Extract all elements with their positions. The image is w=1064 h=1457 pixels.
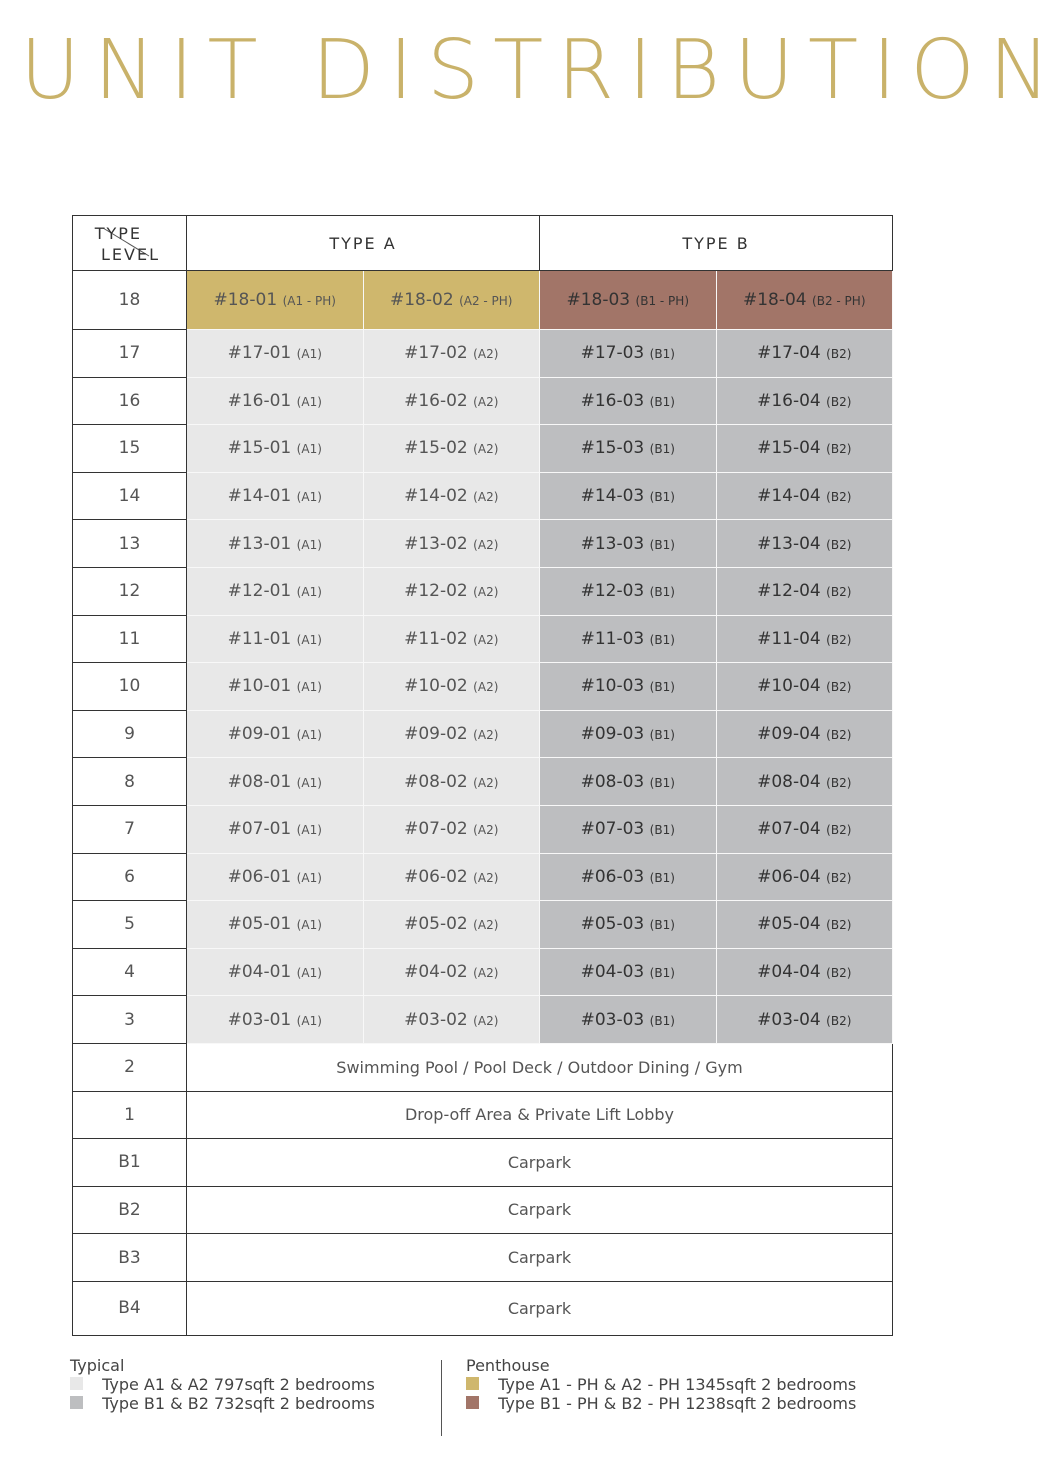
unit-type: (A1 - PH) (282, 294, 336, 308)
unit-number: #05-03 (580, 914, 645, 935)
unit-cell (716, 567, 893, 615)
unit-cell (540, 425, 717, 473)
unit-cell (363, 758, 540, 806)
unit-type: (B1) (649, 966, 675, 981)
unit-type: (A2) (473, 680, 499, 695)
unit-cell (187, 377, 364, 425)
unit-number: #13-02 (404, 533, 468, 554)
legend-bedrooms: 2 bedrooms (761, 1375, 857, 1394)
table-row (73, 425, 893, 473)
unit-number: #04-04 (757, 962, 821, 983)
unit-number: #10-02 (404, 676, 468, 697)
level-cell: 1 (73, 1091, 187, 1139)
unit-number: #11-03 (580, 628, 645, 649)
level-cell: 3 (73, 996, 187, 1044)
unit-type: (B1) (649, 823, 675, 838)
unit-cell (363, 948, 540, 996)
unit-cell (187, 901, 364, 949)
unit-number: #18-01 (213, 290, 278, 310)
level-cell: 4 (73, 948, 187, 996)
legend-typical-heading: Typical (70, 1356, 125, 1375)
corner-type-label: TYPE (94, 224, 142, 243)
unit-type: (B2) (826, 728, 852, 743)
unit-type: (A1) (296, 823, 322, 838)
unit-cell (716, 710, 893, 758)
unit-cell (716, 271, 893, 330)
unit-type: (B1 - PH) (635, 294, 689, 308)
unit-type: (A2) (473, 394, 499, 409)
unit-type: (B2) (826, 680, 852, 695)
unit-type: (A1) (296, 394, 322, 409)
unit-cell (363, 615, 540, 663)
unit-type: (B2) (826, 823, 852, 838)
unit-cell (363, 663, 540, 711)
unit-type: (B1) (649, 537, 675, 552)
unit-cell (363, 710, 540, 758)
unit-type: (A2) (473, 728, 499, 743)
unit-cell (187, 710, 364, 758)
unit-type: (B2) (826, 918, 852, 933)
unit-type: (B2) (826, 1013, 852, 1028)
unit-cell (716, 805, 893, 853)
level-cell: 18 (73, 271, 187, 330)
unit-type: (B1) (649, 347, 675, 362)
unit-cell (540, 377, 717, 425)
legend-penthouse-heading: Penthouse (466, 1356, 550, 1375)
legend-bedrooms: 2 bedrooms (761, 1394, 857, 1413)
unit-type: (A2) (473, 1013, 499, 1028)
unit-number: #18-03 (566, 290, 631, 310)
unit-type: (B2) (826, 775, 852, 790)
unit-type: (A1) (296, 537, 322, 552)
unit-type: (A1) (296, 1013, 322, 1028)
unit-cell (187, 520, 364, 568)
table-row (73, 330, 893, 378)
unit-number: #07-03 (580, 819, 645, 840)
legend-item (70, 1394, 375, 1413)
header-row (73, 216, 893, 271)
unit-number: #18-04 (742, 290, 807, 310)
unit-cell (187, 425, 364, 473)
unit-type: (B1) (649, 728, 675, 743)
unit-type: (A2) (473, 775, 499, 790)
unit-number: #14-03 (580, 486, 645, 507)
table-row (73, 710, 893, 758)
unit-number: #16-02 (404, 390, 468, 411)
unit-cell (716, 853, 893, 901)
unit-type: (A1) (296, 775, 322, 790)
unit-number: #10-03 (580, 676, 645, 697)
unit-cell (540, 805, 717, 853)
unit-cell (716, 901, 893, 949)
unit-type: (A1) (296, 490, 322, 505)
unit-number: #03-04 (757, 1009, 821, 1030)
unit-cell (540, 271, 717, 330)
unit-number: #16-04 (757, 390, 821, 411)
unit-number: #09-03 (580, 724, 645, 745)
unit-type: (A1) (296, 728, 322, 743)
table-row (73, 853, 893, 901)
swatch-penthouse-a (466, 1377, 479, 1390)
level-cell: 8 (73, 758, 187, 806)
unit-type: (A2 - PH) (459, 294, 513, 308)
table-row (73, 271, 893, 330)
legend-item (466, 1394, 856, 1413)
unit-number: #04-02 (404, 962, 468, 983)
unit-type: (B2 - PH) (812, 294, 866, 308)
level-cell: B3 (73, 1234, 187, 1282)
unit-type: (A2) (473, 442, 499, 457)
table-row (73, 901, 893, 949)
unit-type: (B1) (649, 918, 675, 933)
unit-type: (A2) (473, 823, 499, 838)
level-cell: 7 (73, 805, 187, 853)
unit-type: (B1) (649, 442, 675, 457)
unit-cell (540, 996, 717, 1044)
unit-cell (363, 901, 540, 949)
unit-number: #16-03 (580, 390, 645, 411)
level-cell: B4 (73, 1281, 187, 1335)
unit-cell (540, 520, 717, 568)
unit-number: #11-01 (227, 628, 292, 649)
unit-distribution-table (72, 215, 893, 1336)
unit-cell (716, 377, 893, 425)
unit-cell (540, 330, 717, 378)
type-b-header: TYPE B (540, 216, 893, 271)
legend-size: 1238sqft (685, 1394, 757, 1413)
unit-number: #15-03 (580, 438, 645, 459)
legend-label: Type A1 & A2 (102, 1375, 209, 1394)
unit-type: (A1) (296, 347, 322, 362)
table-row (73, 472, 893, 520)
unit-cell (540, 948, 717, 996)
unit-number: #03-03 (580, 1009, 645, 1030)
unit-cell (363, 996, 540, 1044)
unit-cell (363, 472, 540, 520)
unit-number: #11-04 (757, 628, 821, 649)
unit-cell (540, 853, 717, 901)
legend-bedrooms: 2 bedrooms (279, 1394, 375, 1413)
table-row (73, 948, 893, 996)
unit-cell (540, 901, 717, 949)
unit-cell (363, 330, 540, 378)
level-cell: 9 (73, 710, 187, 758)
unit-type: (B2) (826, 870, 852, 885)
unit-cell (187, 948, 364, 996)
type-a-header: TYPE A (187, 216, 540, 271)
level-cell: 17 (73, 330, 187, 378)
table-row (73, 615, 893, 663)
table-row (73, 805, 893, 853)
unit-type: (B2) (826, 966, 852, 981)
table-row (73, 663, 893, 711)
unit-number: #11-02 (404, 628, 468, 649)
legend-typical (70, 1356, 375, 1413)
unit-number: #15-02 (404, 438, 468, 459)
unit-number: #06-04 (757, 866, 821, 887)
unit-cell (540, 663, 717, 711)
unit-number: #17-01 (227, 343, 292, 364)
type-level-corner (73, 216, 187, 271)
unit-cell (716, 472, 893, 520)
unit-type: (B1) (649, 775, 675, 790)
level-cell: B1 (73, 1139, 187, 1187)
unit-number: #17-04 (757, 343, 821, 364)
unit-cell (716, 615, 893, 663)
unit-cell (187, 567, 364, 615)
unit-cell (187, 663, 364, 711)
unit-cell (363, 377, 540, 425)
unit-number: #10-04 (757, 676, 821, 697)
unit-cell (540, 567, 717, 615)
unit-number: #06-01 (227, 866, 292, 887)
unit-cell (187, 615, 364, 663)
unit-type: (B2) (826, 442, 852, 457)
legend-size: 797sqft (213, 1375, 275, 1394)
unit-type: (B2) (826, 490, 852, 505)
unit-cell (716, 425, 893, 473)
table-row (73, 758, 893, 806)
table-row (73, 1043, 893, 1091)
unit-cell (363, 567, 540, 615)
unit-type: (B2) (826, 394, 852, 409)
legend-bedrooms: 2 bedrooms (279, 1375, 375, 1394)
level-cell: 6 (73, 853, 187, 901)
unit-type: (B2) (826, 537, 852, 552)
table-row (73, 996, 893, 1044)
unit-cell (363, 853, 540, 901)
legend-item (466, 1375, 856, 1394)
unit-cell (363, 520, 540, 568)
unit-cell (187, 853, 364, 901)
facility-cell: Carpark (187, 1234, 893, 1282)
unit-type: (B1) (649, 870, 675, 885)
table-row (73, 1091, 893, 1139)
unit-number: #09-01 (227, 724, 292, 745)
unit-type: (A2) (473, 347, 499, 362)
unit-cell (716, 758, 893, 806)
table-row (73, 1139, 893, 1187)
level-cell: 5 (73, 901, 187, 949)
unit-number: #08-04 (757, 771, 821, 792)
unit-type: (A1) (296, 632, 322, 647)
unit-type: (B1) (649, 1013, 675, 1028)
unit-number: #05-02 (404, 914, 468, 935)
unit-cell (540, 472, 717, 520)
level-cell: B2 (73, 1186, 187, 1234)
unit-cell (540, 758, 717, 806)
facility-cell: Carpark (187, 1139, 893, 1187)
level-cell: 16 (73, 377, 187, 425)
unit-number: #05-01 (227, 914, 292, 935)
unit-number: #13-04 (757, 533, 821, 554)
unit-number: #04-03 (580, 962, 645, 983)
unit-cell (716, 948, 893, 996)
unit-cell (716, 663, 893, 711)
unit-number: #07-02 (404, 819, 468, 840)
level-cell: 10 (73, 663, 187, 711)
table-row (73, 1281, 893, 1335)
unit-number: #15-04 (757, 438, 821, 459)
unit-number: #18-02 (390, 290, 454, 310)
unit-cell (187, 805, 364, 853)
unit-cell (187, 271, 364, 330)
unit-type: (B2) (826, 632, 852, 647)
unit-type: (A2) (473, 966, 499, 981)
unit-type: (A1) (296, 442, 322, 457)
unit-number: #12-03 (580, 581, 645, 602)
table-row (73, 1234, 893, 1282)
table-row (73, 520, 893, 568)
unit-number: #17-02 (404, 343, 468, 364)
unit-cell (363, 805, 540, 853)
unit-number: #09-04 (757, 724, 821, 745)
unit-type: (A1) (296, 870, 322, 885)
unit-cell (187, 472, 364, 520)
legend-penthouse (466, 1356, 856, 1413)
table-row (73, 567, 893, 615)
unit-cell (187, 330, 364, 378)
corner-level-label: LEVEL (101, 245, 160, 264)
legend-label: Type B1 - PH & B2 - PH (498, 1394, 681, 1413)
unit-number: #03-02 (404, 1009, 468, 1030)
swatch-penthouse-b (466, 1396, 479, 1409)
unit-type: (B1) (649, 394, 675, 409)
legend-item (70, 1375, 375, 1394)
unit-cell (540, 710, 717, 758)
unit-number: #10-01 (227, 676, 292, 697)
unit-number: #14-01 (227, 486, 292, 507)
unit-number: #06-03 (580, 866, 645, 887)
unit-number: #12-04 (757, 581, 821, 602)
swatch-typical-a (70, 1377, 83, 1390)
unit-type: (B1) (649, 585, 675, 600)
unit-cell (363, 271, 540, 330)
unit-number: #12-02 (404, 581, 468, 602)
page-title: UNIT DISTRIBUTION (20, 23, 1064, 118)
legend-label: Type A1 - PH & A2 - PH (498, 1375, 681, 1394)
unit-number: #13-03 (580, 533, 645, 554)
unit-number: #06-02 (404, 866, 468, 887)
unit-type: (A2) (473, 870, 499, 885)
legend-label: Type B1 & B2 (102, 1394, 209, 1413)
swatch-typical-b (70, 1396, 83, 1409)
unit-number: #07-01 (227, 819, 292, 840)
unit-type: (A1) (296, 680, 322, 695)
unit-type: (A2) (473, 585, 499, 600)
legend-size: 1345sqft (685, 1375, 757, 1394)
unit-cell (540, 615, 717, 663)
facility-cell: Carpark (187, 1281, 893, 1335)
unit-number: #16-01 (227, 390, 292, 411)
unit-cell (716, 996, 893, 1044)
unit-cell (716, 520, 893, 568)
unit-type: (A2) (473, 490, 499, 505)
unit-type: (B1) (649, 490, 675, 505)
facility-cell: Drop-off Area & Private Lift Lobby (187, 1091, 893, 1139)
unit-number: #07-04 (757, 819, 821, 840)
unit-number: #12-01 (227, 581, 292, 602)
unit-type: (A1) (296, 918, 322, 933)
unit-type: (A2) (473, 537, 499, 552)
legend-size: 732sqft (213, 1394, 275, 1413)
unit-type: (A1) (296, 585, 322, 600)
facility-cell: Carpark (187, 1186, 893, 1234)
unit-number: #13-01 (227, 533, 292, 554)
unit-type: (B1) (649, 680, 675, 695)
unit-number: #04-01 (227, 962, 292, 983)
level-cell: 13 (73, 520, 187, 568)
unit-number: #15-01 (227, 438, 292, 459)
unit-number: #08-02 (404, 771, 468, 792)
unit-number: #08-01 (227, 771, 292, 792)
legend-divider (441, 1360, 442, 1436)
level-cell: 2 (73, 1043, 187, 1091)
unit-cell (716, 330, 893, 378)
unit-type: (B2) (826, 585, 852, 600)
unit-cell (187, 996, 364, 1044)
unit-number: #08-03 (580, 771, 645, 792)
unit-number: #17-03 (580, 343, 645, 364)
level-cell: 14 (73, 472, 187, 520)
unit-number: #09-02 (404, 724, 468, 745)
unit-type: (B2) (826, 347, 852, 362)
unit-number: #14-02 (404, 486, 468, 507)
unit-type: (A2) (473, 918, 499, 933)
unit-cell (363, 425, 540, 473)
table-row (73, 1186, 893, 1234)
unit-type: (A1) (296, 966, 322, 981)
level-cell: 11 (73, 615, 187, 663)
unit-number: #05-04 (757, 914, 821, 935)
level-cell: 15 (73, 425, 187, 473)
unit-cell (187, 758, 364, 806)
unit-type: (A2) (473, 632, 499, 647)
level-cell: 12 (73, 567, 187, 615)
table-row (73, 377, 893, 425)
unit-number: #14-04 (757, 486, 821, 507)
unit-type: (B1) (649, 632, 675, 647)
facility-cell: Swimming Pool / Pool Deck / Outdoor Dining / Gym (187, 1043, 893, 1091)
unit-number: #03-01 (227, 1009, 292, 1030)
